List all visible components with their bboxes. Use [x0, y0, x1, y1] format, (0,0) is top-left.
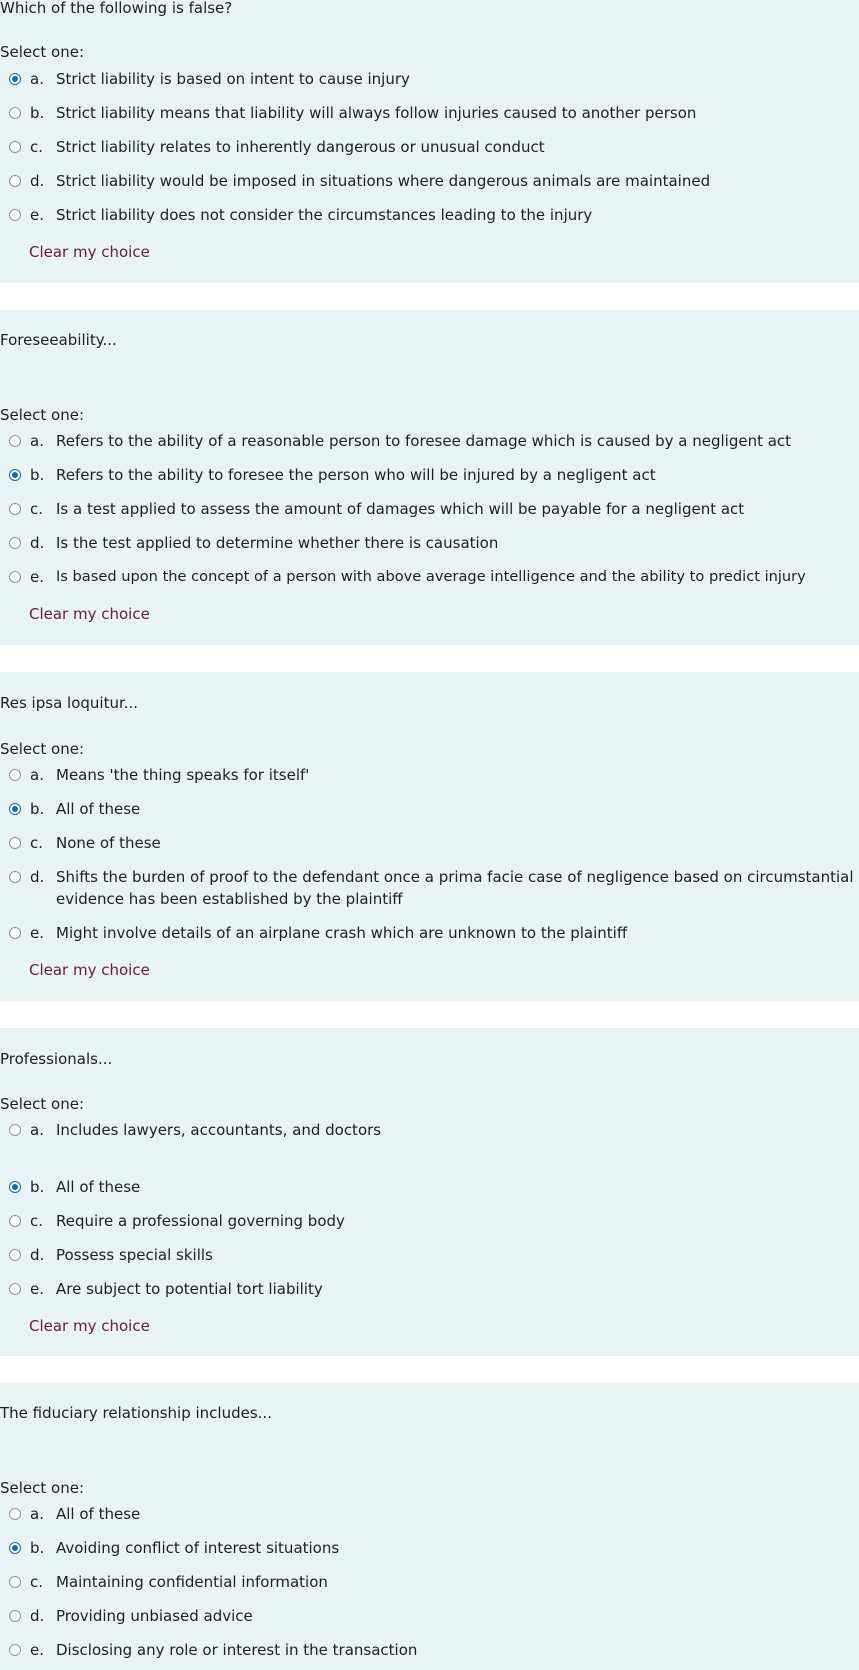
option-letter: d. [30, 534, 45, 552]
option-letter: d. [30, 172, 45, 190]
option-label: Is the test applied to determine whether there is causation [56, 534, 499, 552]
option-letter: e. [30, 568, 44, 586]
option-label: Strict liability does not consider the circumstances leading to the injury [56, 206, 593, 224]
option-c[interactable] [0, 498, 859, 520]
question-5 [0, 1383, 859, 1670]
radio-button[interactable] [9, 73, 21, 85]
option-label: All of these [56, 1178, 141, 1196]
option-c[interactable] [0, 832, 859, 854]
clear-choice-link[interactable]: Clear my choice [29, 243, 150, 261]
option-c[interactable] [0, 1571, 859, 1593]
option-label: Avoiding conflict of interest situations [56, 1539, 340, 1557]
option-d[interactable] [0, 532, 859, 554]
radio-button[interactable] [9, 1644, 21, 1656]
radio-button[interactable] [9, 1215, 21, 1227]
option-label: Refers to the ability of a reasonable person to foresee damage which is caused by a negligent act [56, 432, 792, 450]
question-text: The fiduciary relationship includes... [0, 1404, 272, 1422]
question-1 [0, 0, 859, 283]
option-b[interactable] [0, 102, 859, 124]
option-b[interactable] [0, 1537, 859, 1559]
option-e[interactable] [0, 566, 859, 588]
question-4 [0, 1028, 859, 1356]
option-a[interactable] [0, 1503, 859, 1525]
option-e[interactable] [0, 1639, 859, 1661]
option-a[interactable] [0, 430, 859, 452]
radio-button[interactable] [9, 1124, 21, 1136]
radio-button[interactable] [9, 769, 21, 781]
option-label: Is a test applied to assess the amount of damages which will be payable for a negligent act [56, 500, 745, 518]
option-label: Require a professional governing body [56, 1212, 345, 1230]
option-label: All of these [56, 1505, 141, 1523]
radio-button[interactable] [9, 1181, 21, 1193]
option-letter: d. [30, 1607, 45, 1625]
radio-button[interactable] [9, 927, 21, 939]
question-2 [0, 310, 859, 645]
option-letter: a. [30, 1505, 44, 1523]
select-one-prompt: Select one: [0, 1095, 85, 1113]
radio-button[interactable] [9, 141, 21, 153]
question-text: Res ipsa loquitur... [0, 694, 139, 712]
radio-button[interactable] [9, 1508, 21, 1520]
radio-button[interactable] [9, 1610, 21, 1622]
option-label: None of these [56, 834, 161, 852]
clear-choice-link[interactable]: Clear my choice [29, 961, 150, 979]
radio-button[interactable] [9, 837, 21, 849]
clear-choice-link[interactable]: Clear my choice [29, 605, 150, 623]
option-letter: b. [30, 1539, 45, 1557]
option-label: Includes lawyers, accountants, and doctors [56, 1121, 382, 1139]
option-c[interactable] [0, 1210, 859, 1232]
option-b[interactable] [0, 798, 859, 820]
option-label: Means 'the thing speaks for itself' [56, 766, 310, 784]
option-e[interactable] [0, 204, 859, 226]
option-d[interactable] [0, 1244, 859, 1266]
select-one-prompt: Select one: [0, 406, 85, 424]
option-label: Strict liability means that liability will always follow injuries caused to another person [56, 104, 697, 122]
radio-button[interactable] [9, 537, 21, 549]
radio-button[interactable] [9, 1576, 21, 1588]
option-a[interactable] [0, 764, 859, 786]
option-letter: a. [30, 1121, 44, 1139]
option-letter: e. [30, 1641, 44, 1659]
option-label: Maintaining confidential information [56, 1573, 328, 1591]
question-text: Which of the following is false? [0, 0, 233, 17]
radio-button[interactable] [9, 469, 21, 481]
option-letter: c. [30, 1573, 44, 1591]
option-label: All of these [56, 800, 141, 818]
option-c[interactable] [0, 136, 859, 158]
option-letter: b. [30, 466, 45, 484]
option-d[interactable] [0, 1605, 859, 1627]
option-letter: a. [30, 432, 44, 450]
option-letter: b. [30, 1178, 45, 1196]
radio-button[interactable] [9, 435, 21, 447]
option-b[interactable] [0, 464, 859, 486]
option-a[interactable] [0, 68, 859, 90]
option-label: Possess special skills [56, 1246, 213, 1264]
option-letter: c. [30, 834, 44, 852]
option-letter: a. [30, 70, 44, 88]
option-letter: c. [30, 1212, 44, 1230]
question-text: Foreseeability... [0, 331, 117, 349]
option-label: Is based upon the concept of a person with above average intelligence and the ability to predict injury [56, 568, 806, 585]
question-3 [0, 672, 859, 1001]
radio-button[interactable] [9, 175, 21, 187]
option-letter: b. [30, 800, 45, 818]
select-one-prompt: Select one: [0, 740, 85, 758]
radio-button[interactable] [9, 803, 21, 815]
option-letter: d. [30, 1246, 45, 1264]
option-d[interactable] [0, 170, 859, 192]
option-e[interactable] [0, 922, 859, 944]
option-label: Strict liability would be imposed in situations where dangerous animals are maintained [56, 172, 711, 190]
option-letter: c. [30, 138, 44, 156]
radio-button[interactable] [9, 871, 21, 883]
option-letter: d. [30, 868, 45, 886]
radio-button[interactable] [9, 1283, 21, 1295]
option-label: Shifts the burden of proof to the defendant once a prima facie case of negligence based on circumstantial evidence has been established by the plaintiff [56, 868, 854, 908]
option-d[interactable] [0, 866, 859, 910]
option-a[interactable] [0, 1119, 859, 1141]
radio-button[interactable] [9, 1249, 21, 1261]
option-letter: c. [30, 500, 44, 518]
option-b[interactable] [0, 1176, 859, 1198]
option-letter: e. [30, 924, 44, 942]
option-label: Might involve details of an airplane crash which are unknown to the plaintiff [56, 924, 628, 942]
option-letter: b. [30, 104, 45, 122]
select-one-prompt: Select one: [0, 43, 85, 61]
option-label: Strict liability is based on intent to cause injury [56, 70, 410, 88]
radio-button[interactable] [9, 571, 21, 583]
radio-button[interactable] [9, 209, 21, 221]
option-label: Strict liability relates to inherently dangerous or unusual conduct [56, 138, 545, 156]
radio-button[interactable] [9, 1542, 21, 1554]
option-letter: e. [30, 206, 44, 224]
option-label: Disclosing any role or interest in the transaction [56, 1641, 418, 1659]
option-label: Providing unbiased advice [56, 1607, 253, 1625]
clear-choice-link[interactable]: Clear my choice [29, 1317, 150, 1335]
option-label: Are subject to potential tort liability [56, 1280, 323, 1298]
radio-button[interactable] [9, 107, 21, 119]
option-label: Refers to the ability to foresee the person who will be injured by a negligent act [56, 466, 656, 484]
option-letter: a. [30, 766, 44, 784]
option-e[interactable] [0, 1278, 859, 1300]
radio-button[interactable] [9, 503, 21, 515]
select-one-prompt: Select one: [0, 1479, 85, 1497]
option-letter: e. [30, 1280, 44, 1298]
question-text: Professionals... [0, 1050, 113, 1068]
